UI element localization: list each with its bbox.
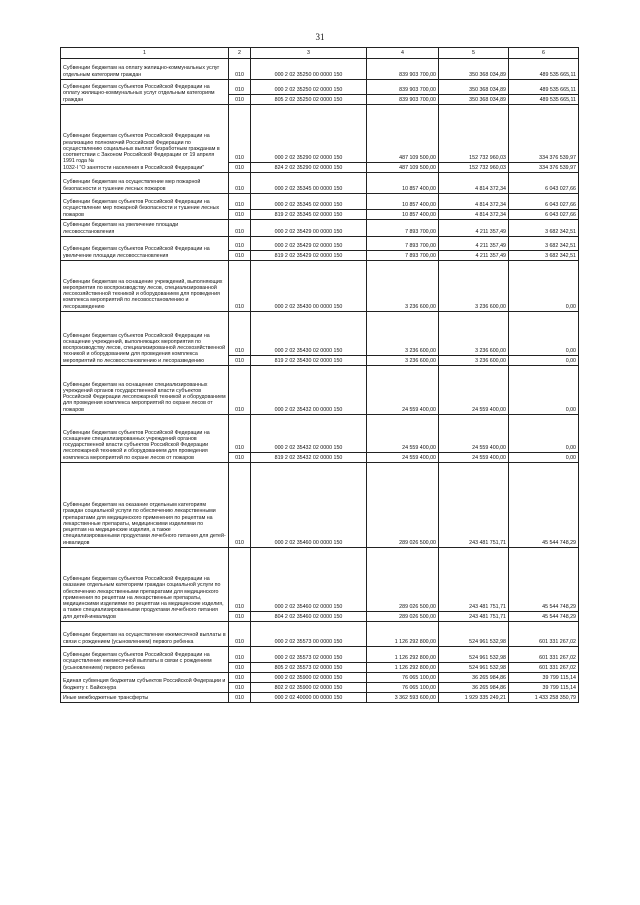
description-text: Субвенции бюджетам на увеличение площади лесовосстановления xyxy=(63,222,179,235)
remaining-cell: 45 544 748,29 xyxy=(509,548,579,612)
table-row xyxy=(61,105,579,163)
description-cell xyxy=(61,548,229,622)
remaining-cell: 489 535 665,11 xyxy=(509,80,579,95)
kbk-cell: 000 2 02 35573 02 0000 150 xyxy=(251,647,367,663)
code-cell: 010 xyxy=(229,251,251,261)
executed-cell: 4 814 372,34 xyxy=(439,173,509,194)
table-row xyxy=(61,673,579,683)
code-cell: 010 xyxy=(229,463,251,548)
code-cell: 010 xyxy=(229,312,251,356)
kbk-cell: 000 2 02 35250 02 0000 150 xyxy=(251,80,367,95)
remaining-cell: 45 544 748,29 xyxy=(509,612,579,622)
table-row xyxy=(61,237,579,251)
description-cell xyxy=(61,673,229,693)
page-number: 31 xyxy=(315,32,325,42)
code-cell: 010 xyxy=(229,647,251,663)
budget-table-body xyxy=(61,48,579,703)
code-cell: 010 xyxy=(229,173,251,194)
kbk-cell: 000 2 02 35430 00 0000 150 xyxy=(251,261,367,312)
executed-cell: 4 814 372,34 xyxy=(439,194,509,210)
approved-cell: 7 893 700,00 xyxy=(367,220,439,237)
description-text: Субвенции бюджетам на осуществление мер пожарной безопасности и тушение лесных пожаров xyxy=(63,179,201,192)
kbk-cell: 000 2 02 35429 02 0000 150 xyxy=(251,237,367,251)
approved-cell: 289 026 500,00 xyxy=(367,548,439,612)
executed-cell: 36 265 984,86 xyxy=(439,683,509,693)
description-cell xyxy=(61,59,229,80)
description-cell xyxy=(61,647,229,673)
kbk-cell: 000 2 02 35432 00 0000 150 xyxy=(251,366,367,415)
executed-cell: 152 732 960,03 xyxy=(439,163,509,173)
description-text: Иные межбюджетные трансферты xyxy=(63,694,149,701)
description-cell xyxy=(61,415,229,463)
code-cell: 010 xyxy=(229,548,251,612)
kbk-cell: 000 2 02 40000 00 0000 150 xyxy=(251,693,367,703)
table-row xyxy=(61,261,579,312)
remaining-cell: 0,00 xyxy=(509,415,579,453)
executed-cell: 4 211 357,49 xyxy=(439,220,509,237)
column-header: 5 xyxy=(439,48,509,59)
executed-cell: 4 814 372,34 xyxy=(439,210,509,220)
code-cell: 010 xyxy=(229,59,251,80)
remaining-cell: 489 535 665,11 xyxy=(509,59,579,80)
approved-cell: 10 857 400,00 xyxy=(367,210,439,220)
code-cell: 010 xyxy=(229,453,251,463)
remaining-cell: 6 043 027,66 xyxy=(509,194,579,210)
header-row xyxy=(61,48,579,59)
table-row xyxy=(61,548,579,612)
kbk-cell: 000 2 02 35290 02 0000 150 xyxy=(251,105,367,163)
budget-table xyxy=(60,47,579,703)
executed-cell: 243 481 751,71 xyxy=(439,463,509,548)
description-text: Субвенции бюджетам субъектов Российской Федерации на оплату жилищно-коммунальных услуг отдельным категориям граждан xyxy=(63,84,215,103)
executed-cell: 350 368 034,89 xyxy=(439,95,509,105)
remaining-cell: 601 331 267,02 xyxy=(509,663,579,673)
description-cell xyxy=(61,693,229,703)
description-text: Субвенции бюджетам на оказание отдельным категориям граждан социальной услуги по обеспечению лекарственными препаратами для медицинского применения по рецептам на лекарственные препараты, медицинскими изделиями по рецептам на медицинские изделия, а также специализированными продуктами лечебного питания для детей-инвалидов xyxy=(63,501,226,546)
approved-cell: 76 065 100,00 xyxy=(367,683,439,693)
description-cell xyxy=(61,312,229,366)
kbk-cell: 000 2 02 35430 02 0000 150 xyxy=(251,312,367,356)
approved-cell: 24 559 400,00 xyxy=(367,415,439,453)
description-text: Субвенции бюджетам субъектов Российской Федерации на оснащение учреждений, выполняющих мероприятия по воспроизводству лесов, специализированной лесохозяйственной техникой и оборудованием для проведения комплекса мероприятий по лесовосстановлению и лесоразведению xyxy=(63,332,226,364)
executed-cell: 24 559 400,00 xyxy=(439,366,509,415)
approved-cell: 839 903 700,00 xyxy=(367,59,439,80)
remaining-cell: 334 376 539,97 xyxy=(509,105,579,163)
approved-cell: 3 362 593 600,00 xyxy=(367,693,439,703)
remaining-cell: 6 043 027,66 xyxy=(509,173,579,194)
description-text: Субвенции бюджетам субъектов Российской Федерации на реализацию полномочий Российской Федерации по осуществлению социальных выплат безработным гражданам в соответствии с Законом Российской Федерации от 19 апреля 1991 года № 1032-I "О занятости населения в Российской Федерации" xyxy=(63,133,220,171)
code-cell: 010 xyxy=(229,683,251,693)
executed-cell: 1 929 335 249,21 xyxy=(439,693,509,703)
remaining-cell: 3 682 342,51 xyxy=(509,220,579,237)
description-text: Субвенции бюджетам на оснащение учреждений, выполняющих мероприятия по воспроизводству лесов, специализированной лесохозяйственной техникой и оборудованием для проведения комплекса мероприятий по лесовосстановлению и лесоразведению xyxy=(63,278,223,310)
kbk-cell: 805 2 02 35250 02 0000 150 xyxy=(251,95,367,105)
executed-cell: 350 368 034,89 xyxy=(439,80,509,95)
description-cell xyxy=(61,237,229,261)
code-cell: 010 xyxy=(229,366,251,415)
remaining-cell: 3 682 342,51 xyxy=(509,237,579,251)
kbk-cell: 802 2 02 35900 02 0000 150 xyxy=(251,683,367,693)
kbk-cell: 000 2 02 35900 02 0000 150 xyxy=(251,673,367,683)
kbk-cell: 000 2 02 35460 00 0000 150 xyxy=(251,463,367,548)
remaining-cell: 601 331 267,02 xyxy=(509,622,579,647)
executed-cell: 24 559 400,00 xyxy=(439,415,509,453)
approved-cell: 839 903 700,00 xyxy=(367,80,439,95)
code-cell: 010 xyxy=(229,80,251,95)
approved-cell: 10 857 400,00 xyxy=(367,173,439,194)
remaining-cell: 0,00 xyxy=(509,366,579,415)
executed-cell: 36 265 984,86 xyxy=(439,673,509,683)
remaining-cell: 601 331 267,02 xyxy=(509,647,579,663)
description-text: Субвенции бюджетам субъектов Российской Федерации на оказание отдельным категориям граждан социальной услуги по обеспечению лекарственными препаратами для медицинского применения по рецептам на лекарственные препараты, медицинскими изделиями по рецептам на медицинские изделия, а также специализированными продуктами лечебного питания для детей-инвалидов xyxy=(63,575,224,620)
approved-cell: 289 026 500,00 xyxy=(367,612,439,622)
approved-cell: 3 236 600,00 xyxy=(367,356,439,366)
code-cell: 010 xyxy=(229,194,251,210)
code-cell: 010 xyxy=(229,612,251,622)
kbk-cell: 819 2 02 35429 02 0000 150 xyxy=(251,251,367,261)
kbk-cell: 000 2 02 35460 02 0000 150 xyxy=(251,548,367,612)
description-cell xyxy=(61,105,229,173)
description-cell xyxy=(61,463,229,548)
approved-cell: 7 893 700,00 xyxy=(367,237,439,251)
description-text: Субвенции бюджетам на оснащение специализированных учреждений органов государственной власти субъектов Российской Федерации лесопожарной техникой и оборудованием для проведения комплекса мероприятий по охране лесов от пожаров xyxy=(63,381,226,413)
column-header: 4 xyxy=(367,48,439,59)
code-cell: 010 xyxy=(229,105,251,163)
kbk-cell: 000 2 02 35345 00 0000 150 xyxy=(251,173,367,194)
executed-cell: 524 961 532,98 xyxy=(439,622,509,647)
code-cell: 010 xyxy=(229,95,251,105)
code-cell: 010 xyxy=(229,356,251,366)
remaining-cell: 45 544 748,29 xyxy=(509,463,579,548)
remaining-cell: 0,00 xyxy=(509,261,579,312)
approved-cell: 3 236 600,00 xyxy=(367,312,439,356)
code-cell: 010 xyxy=(229,622,251,647)
column-header: 1 xyxy=(61,48,229,59)
executed-cell: 243 481 751,71 xyxy=(439,612,509,622)
kbk-cell: 805 2 02 35573 02 0000 150 xyxy=(251,663,367,673)
description-text: Субвенции бюджетам субъектов Российской Федерации на осуществление ежемесячной выплаты в связи с рождением (усыновлением) первого ребенка xyxy=(63,652,212,671)
description-text: Единая субвенция бюджетам субъектов Российской Федерации и бюджету г. Байконура xyxy=(63,678,226,691)
code-cell: 010 xyxy=(229,220,251,237)
executed-cell: 3 236 600,00 xyxy=(439,356,509,366)
executed-cell: 524 961 532,98 xyxy=(439,647,509,663)
code-cell: 010 xyxy=(229,210,251,220)
description-text: Субвенции бюджетам на оплату жилищно-коммунальных услуг отдельным категориям граждан xyxy=(63,65,220,78)
table-row xyxy=(61,647,579,663)
kbk-cell: 819 2 02 35432 02 0000 150 xyxy=(251,453,367,463)
description-cell xyxy=(61,622,229,647)
remaining-cell: 3 682 342,51 xyxy=(509,251,579,261)
description-cell xyxy=(61,261,229,312)
remaining-cell: 0,00 xyxy=(509,312,579,356)
remaining-cell: 489 535 665,11 xyxy=(509,95,579,105)
remaining-cell: 39 799 115,14 xyxy=(509,673,579,683)
description-cell xyxy=(61,173,229,194)
code-cell: 010 xyxy=(229,693,251,703)
code-cell: 010 xyxy=(229,663,251,673)
executed-cell: 243 481 751,71 xyxy=(439,548,509,612)
description-text: Субвенции бюджетам субъектов Российской Федерации на увеличение площади лесовосстановления xyxy=(63,246,210,259)
remaining-cell: 39 799 115,14 xyxy=(509,683,579,693)
kbk-cell: 000 2 02 35429 00 0000 150 xyxy=(251,220,367,237)
kbk-cell: 000 2 02 35432 02 0000 150 xyxy=(251,415,367,453)
approved-cell: 76 065 100,00 xyxy=(367,673,439,683)
approved-cell: 24 559 400,00 xyxy=(367,366,439,415)
table-row xyxy=(61,194,579,210)
table-row xyxy=(61,415,579,453)
table-row xyxy=(61,59,579,80)
approved-cell: 487 109 500,00 xyxy=(367,105,439,163)
executed-cell: 3 236 600,00 xyxy=(439,261,509,312)
approved-cell: 487 109 500,00 xyxy=(367,163,439,173)
approved-cell: 289 026 500,00 xyxy=(367,463,439,548)
executed-cell: 152 732 960,03 xyxy=(439,105,509,163)
executed-cell: 4 211 357,49 xyxy=(439,251,509,261)
approved-cell: 3 236 600,00 xyxy=(367,261,439,312)
executed-cell: 3 236 600,00 xyxy=(439,312,509,356)
table-row xyxy=(61,622,579,647)
remaining-cell: 0,00 xyxy=(509,453,579,463)
approved-cell: 1 126 292 800,00 xyxy=(367,663,439,673)
table-row xyxy=(61,693,579,703)
executed-cell: 524 961 532,98 xyxy=(439,663,509,673)
description-cell xyxy=(61,220,229,237)
kbk-cell: 000 2 02 35573 00 0000 150 xyxy=(251,622,367,647)
column-header: 6 xyxy=(509,48,579,59)
approved-cell: 839 903 700,00 xyxy=(367,95,439,105)
description-text: Субвенции бюджетам на осуществление ежемесячной выплаты в связи с рождением (усыновлением) первого ребенка xyxy=(63,632,226,645)
code-cell: 010 xyxy=(229,415,251,453)
description-text: Субвенции бюджетам субъектов Российской Федерации на осуществление мер пожарной безопасности и тушение лесных пожаров xyxy=(63,199,220,218)
approved-cell: 10 857 400,00 xyxy=(367,194,439,210)
kbk-cell: 000 2 02 35250 00 0000 150 xyxy=(251,59,367,80)
executed-cell: 4 211 357,49 xyxy=(439,237,509,251)
column-header: 2 xyxy=(229,48,251,59)
approved-cell: 24 559 400,00 xyxy=(367,453,439,463)
table-row xyxy=(61,463,579,548)
remaining-cell: 334 376 539,97 xyxy=(509,163,579,173)
approved-cell: 7 893 700,00 xyxy=(367,251,439,261)
table-row xyxy=(61,366,579,415)
approved-cell: 1 126 292 800,00 xyxy=(367,622,439,647)
description-cell xyxy=(61,80,229,105)
code-cell: 010 xyxy=(229,261,251,312)
description-cell xyxy=(61,194,229,220)
code-cell: 010 xyxy=(229,237,251,251)
description-cell xyxy=(61,366,229,415)
table-row xyxy=(61,80,579,95)
kbk-cell: 824 2 02 35290 02 0000 150 xyxy=(251,163,367,173)
kbk-cell: 000 2 02 35345 02 0000 150 xyxy=(251,194,367,210)
table-row xyxy=(61,312,579,356)
code-cell: 010 xyxy=(229,673,251,683)
table-row xyxy=(61,173,579,194)
executed-cell: 24 559 400,00 xyxy=(439,453,509,463)
remaining-cell: 6 043 027,66 xyxy=(509,210,579,220)
code-cell: 010 xyxy=(229,163,251,173)
approved-cell: 1 126 292 800,00 xyxy=(367,647,439,663)
remaining-cell: 0,00 xyxy=(509,356,579,366)
kbk-cell: 819 2 02 35345 02 0000 150 xyxy=(251,210,367,220)
table-row xyxy=(61,220,579,237)
remaining-cell: 1 433 258 350,79 xyxy=(509,693,579,703)
executed-cell: 350 368 034,89 xyxy=(439,59,509,80)
kbk-cell: 819 2 02 35430 02 0000 150 xyxy=(251,356,367,366)
description-text: Субвенции бюджетам субъектов Российской Федерации на оснащение специализированных учреждений органов государственной власти субъектов Российской Федерации лесопожарной техникой и оборудованием для проведения комплекса мероприятий по охране лесов от пожаров xyxy=(63,429,210,461)
kbk-cell: 804 2 02 35460 02 0000 150 xyxy=(251,612,367,622)
column-header: 3 xyxy=(251,48,367,59)
